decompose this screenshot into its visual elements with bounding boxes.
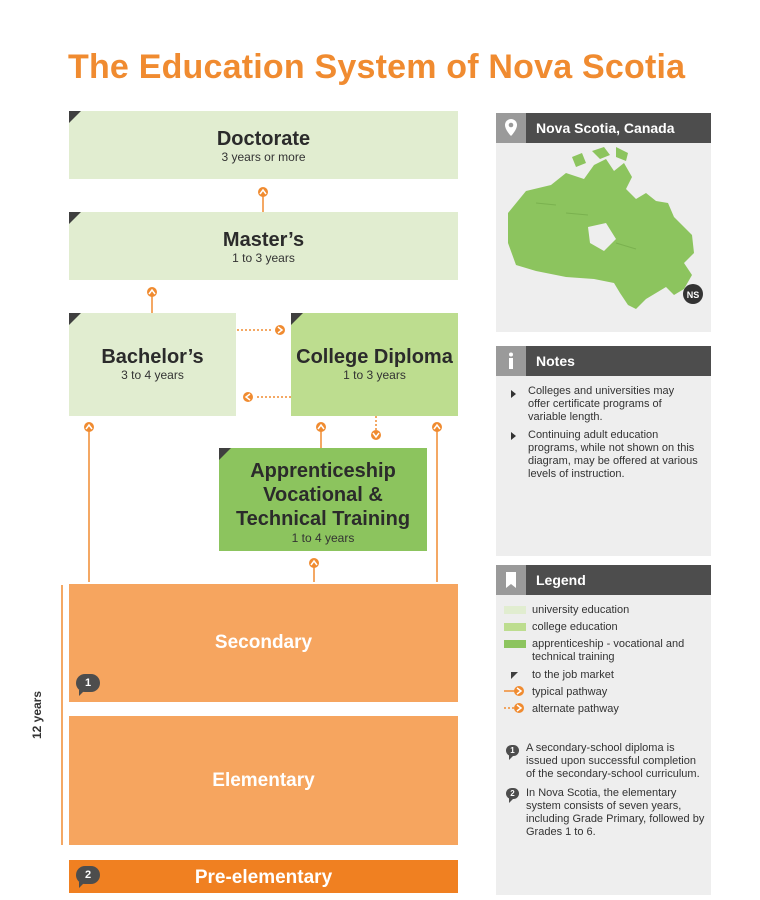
legend-typical: typical pathway: [532, 686, 608, 698]
info-icon: [496, 346, 526, 376]
footnote-1-text: A secondary-school diploma is issued upon successful completion of the secondary-school curriculum.: [526, 742, 700, 780]
doctorate-box: [69, 111, 458, 179]
legend-apprenticeship: apprenticeship - vocational and technical training: [532, 638, 685, 663]
bullet-icon: [511, 390, 516, 398]
legend-alternate: alternate pathway: [532, 703, 619, 715]
apprenticeship-line2: Vocational &: [263, 484, 383, 506]
legend-panel-title: Legend: [536, 572, 586, 588]
legend-panel-header: [496, 565, 711, 595]
pathway-up-icon: [147, 287, 157, 297]
university-swatch: [504, 606, 526, 614]
legend-college: college education: [532, 621, 618, 633]
bachelors-label: Bachelor’s: [101, 346, 204, 368]
pathway-up-icon: [316, 422, 326, 432]
bookmark-icon: [496, 565, 526, 595]
note-item: Continuing adult education programs, while not shown on this diagram, may be offered at various levels of instruction.: [528, 429, 698, 480]
footnote-1-icon: 1: [506, 745, 519, 756]
pathway-up-icon: [432, 422, 442, 432]
masters-box: [69, 212, 458, 280]
pathway-up-icon: [309, 558, 319, 568]
pre-elementary-label: Pre-elementary: [194, 867, 333, 888]
notes-panel-header: [496, 346, 711, 376]
note-item: Colleges and universities may offer certificate programs of variable length.: [528, 385, 675, 423]
college-diploma-duration: 1 to 3 years: [343, 368, 406, 382]
pathway-up-icon: [84, 422, 94, 432]
legend-job-market: to the job market: [532, 669, 614, 681]
secondary-label: Secondary: [214, 632, 313, 653]
job-market-icon: [511, 672, 518, 679]
footnote-2-icon: 2: [76, 866, 100, 884]
map-panel-header: [496, 113, 711, 143]
apprenticeship-duration: 1 to 4 years: [291, 531, 355, 545]
college-swatch: [504, 623, 526, 631]
college-diploma-box: [291, 313, 458, 416]
elementary-box: [69, 716, 458, 845]
college-diploma-label: College Diploma: [296, 346, 453, 368]
map-panel: [496, 143, 711, 332]
job-market-icon: [219, 448, 231, 460]
bachelors-duration: 3 to 4 years: [121, 368, 184, 382]
apprenticeship-line1: Apprenticeship: [250, 460, 396, 482]
doctorate-duration: 3 years or more: [221, 150, 306, 164]
apprenticeship-box: [219, 448, 427, 551]
job-market-icon: [69, 111, 81, 123]
map-panel-title: Nova Scotia, Canada: [536, 120, 675, 136]
footnote-2-icon: 2: [506, 788, 519, 799]
alternate-left-icon: [243, 392, 253, 402]
typical-pathway-icon: [504, 685, 526, 697]
bullet-icon: [511, 432, 516, 440]
secondary-box: [69, 584, 458, 702]
page-title: The Education System of Nova Scotia: [68, 48, 686, 86]
apprenticeship-swatch: [504, 640, 526, 648]
pathway-up-icon: [258, 187, 268, 197]
alternate-down-icon: [371, 430, 381, 440]
pre-elementary-box: [69, 860, 458, 893]
job-market-icon: [69, 212, 81, 224]
ns-marker: NS: [686, 290, 700, 300]
footnote-2-text: In Nova Scotia, the elementary system consists of seven years, including Grade Primary, followed by Grades 1 to 6.: [526, 787, 705, 838]
location-pin-icon: [496, 113, 526, 143]
bachelors-box: [69, 313, 236, 416]
job-market-icon: [69, 313, 81, 325]
apprenticeship-line3: Technical Training: [235, 508, 411, 530]
alternate-right-icon: [275, 325, 285, 335]
footnote-1-icon: 1: [76, 674, 100, 692]
canada-map: [496, 143, 711, 332]
alternate-pathway-icon: [504, 702, 526, 714]
masters-label: Master’s: [222, 229, 305, 251]
doctorate-label: Doctorate: [216, 128, 311, 150]
masters-duration: 1 to 3 years: [232, 251, 295, 265]
twelve-years-label: 12 years: [30, 690, 44, 740]
job-market-icon: [291, 313, 303, 325]
elementary-label: Elementary: [212, 770, 315, 791]
legend-university: university education: [532, 604, 630, 616]
notes-panel-title: Notes: [536, 353, 575, 369]
